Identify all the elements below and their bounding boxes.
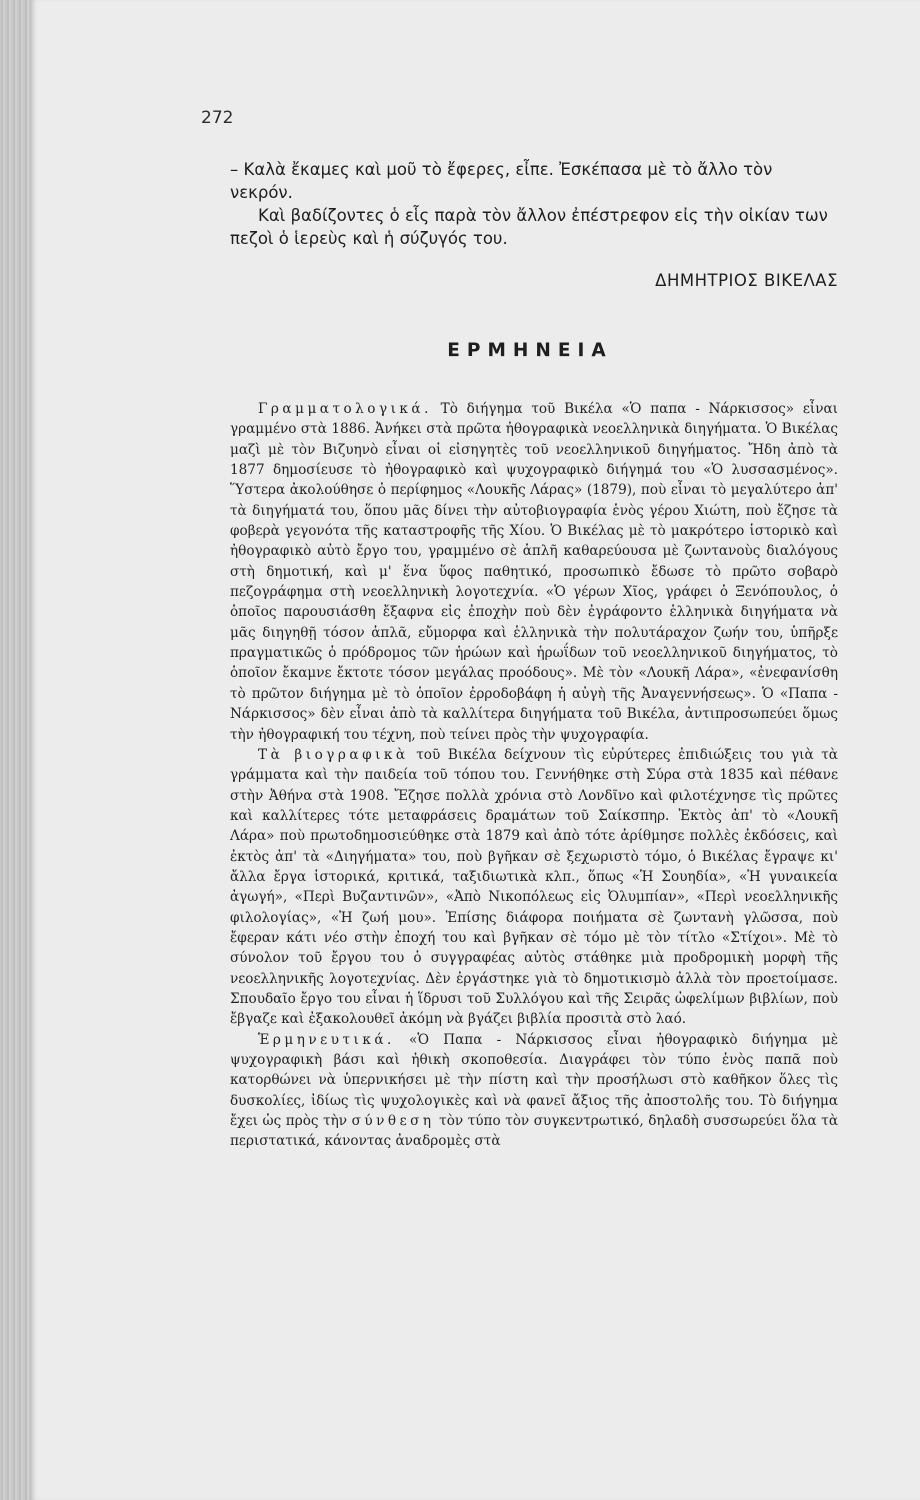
story-ending xyxy=(230,158,840,250)
grammatology-label: Γραμματολογικά. xyxy=(258,401,432,417)
story-line-1: – Καλὰ ἔκαμες καὶ μοῦ τὸ ἔφερες, εἶπε. Ἐσκέπασα μὲ τὸ ἄλλο τὸν νεκρόν. xyxy=(230,160,773,202)
biography-paragraph xyxy=(230,745,838,1030)
grammatology-text: Τὸ διήγημα τοῦ Βικέλα «Ὁ παπα - Νάρκισσος» εἶναι γραμμένο στὰ 1886. Ἀνήκει στὰ πρῶτα ἠθογραφικὰ νεοελληνικὰ διηγήματα. Ὁ Βικέλας μαζὶ μὲ τὸν Βιζυηνὸ εἶναι οἱ εἰσηγητὲς τοῦ νεοελληνικοῦ διηγήματος. Ἤδη ἀπὸ τὰ 1877 δημοσίευσε τὸ ἠθογραφικὸ καὶ ψυχογραφικὸ διήγημά του «Ὁ λυσσασμένος». Ὕστερα ἀκολούθησε ὁ περίφημος «Λουκῆς Λάρας» (1879), ποὺ εἶναι τὸ μεγαλύτερο ἀπ' τὰ διηγήματά του, ὅπου μᾶς δίνει τὴν αὐτοβιογραφία ἑνὸς γέρου Χιώτη, ποὺ ἔζησε τὰ φοβερὰ γεγονότα τῆς καταστροφῆς τῆς Χίου. Ὁ Βικέλας μὲ τὸ μακρότερο ἱστορικὸ καὶ ἠθογραφικὸ αὐτὸ ἔργο του, γραμμένο σὲ ἁπλῆ καθαρεύουσα μὲ ζωντανοὺς διαλόγους στὴ δημοτική, καὶ μ' ἕνα ὕφος παθητικό, προσωπικὸ ἔδωσε τὸ πρῶτο σοβαρὸ πεζογράφημα στὴ νεοελληνικὴ λογοτεχνία. «Ὁ γέρων Χῖος, γράφει ὁ Ξενόπουλος, ὁ ὁποῖος παρουσιάσθη ἔξαφνα εἰς ἐποχὴν ποὺ δὲν ἐγράφοντο ἑλληνικὰ διηγήματα νὰ μᾶς διηγηθῇ τόσον ἁπλᾶ, εὔμορφα καὶ ἑλληνικὰ τὴν πολυτάραχον ζωήν του, ὑπῆρξε πραγματικῶς ὁ πρόδρομος τῶν ἡρώων καὶ ἡρωΐδων τοῦ νεοελληνικοῦ διηγήματος, τὸ ὁποῖον ἔκαμνε ἔκτοτε τόσον μεγάλας προόδους». Μὲ τὸν «Λουκῆ Λάρα», «ἐνεφανίσθη τὸ πρῶτον διήγημα μὲ τὸ ὁποῖον ἐρροδοβάφη ἡ αὐγὴ τῆς Ἀναγεννήσεως». Ὁ «Παπα - Νάρκισσος» δὲν εἶναι ἀπὸ τὰ καλλίτερα διηγήματα τοῦ Βικέλα, ἀντιπροσωπεύει ὅμως τὴν ἠθογραφική του τέχνη, ποὺ τείνει πρὸς τὴν ψυχογραφία. xyxy=(230,401,838,743)
biography-text: τοῦ Βικέλα δείχνουν τὶς εὐρύτερες ἐπιδιώξεις του γιὰ τὰ γράμματα καὶ τὴν παιδεία τοῦ τόπου του. Γεννήθηκε στὴ Σύρα στὰ 1835 καὶ πέθανε στὴν Ἀθήνα στὰ 1908. Ἔζησε πολλὰ χρόνια στὸ Λονδῖνο καὶ φιλοτέχνησε τὶς πρῶτες καὶ καλλίτερες τότε μεταφράσεις δραμάτων τοῦ Σαίκσπηρ. Ἐκτὸς ἀπ' τὸ «Λουκῆ Λάρα» ποὺ πρωτοδημοσιεύθηκε στὰ 1879 καὶ ἀπὸ τότε ἀρίθμησε πολλὲς ἐκδόσεις, καὶ ἐκτὸς ἀπ' τὰ «Διηγήματα» του, ποὺ βγῆκαν σὲ ξεχωριστὸ τόμο, ὁ Βικέλας ἔγραψε κι' ἄλλα ἔργα ἱστορικά, κριτικά, ταξιδιωτικὰ κλπ., ὅπως «Ἡ Σουηδία», «Ἡ γυναικεία ἀγωγή», «Περὶ Βυζαντινῶν», «Ἀπὸ Νικοπόλεως εἰς Ὀλυμπίαν», «Περὶ νεοελληνικῆς φιλολογίας», «Ἡ ζωή μου». Ἐπίσης διάφορα ποιήματα σὲ ζωντανὴ γλῶσσα, ποὺ ἔφεραν κάτι νέο στὴν ἐποχή του καὶ βγῆκαν σὲ τόμο μὲ τὸν τίτλο «Στίχοι». Μὲ τὸ σύνολον τοῦ ἔργου του ὁ συγγραφέας αὐτὸς στάθηκε μιὰ προδρομικὴ μορφὴ τῆς νεοελληνικῆς λογοτεχνίας. Δὲν ἐργάστηκε γιὰ τὸ δημοτικισμὸ ἀλλὰ τὸν προετοίμασε. Σπουδαῖο ἔργο του εἶναι ἡ ἵδρυσι τοῦ Συλλόγου καὶ τῆς Σειρᾶς ὠφελίμων βιβλίων, ποὺ ἔβγαζε καὶ ἐξακολουθεῖ ἀκόμη νὰ βγάζει βιβλία προσιτὰ στὸ λαό. xyxy=(230,746,838,1028)
interpretation-text: «Ὁ Παπα - Νάρκισσος εἶναι ἠθογραφικὸ διήγημα μὲ ψυχογραφικὴ βάσι καὶ ἠθικὴ σκοποθεσία. Διαγράφει τὸν τύπο ἑνὸς παπᾶ ποὺ κατορθώνει νὰ ὑπερνικήσει μὲ τὴν πίστη καὶ τὴν προσήλωσι στὸ καθῆκον ὅλες τὶς δυσκολίες, ἰδίως τὶς ψυχολογικὲς καὶ νὰ φανεῖ ἄξιος τῆς ἀποστολῆς του. Τὸ διήγημα ἔχει ὡς πρὸς τὴν xyxy=(230,1031,838,1130)
page-stack-edge xyxy=(0,0,30,1500)
interpretation-paragraph xyxy=(230,1030,838,1152)
grammatology-paragraph xyxy=(230,399,838,745)
author-signature: ΔΗΜΗΤΡΙΟΣ ΒΙΚΕΛΑΣ xyxy=(655,271,838,290)
interpretation-spaced-word: σύνθεση xyxy=(351,1113,435,1130)
interpretation-label: Ἑρμηνευτικά. xyxy=(258,1031,395,1048)
biography-label: Τὰ βιογραφικὰ xyxy=(258,746,409,763)
section-title: ΕΡΜΗΝΕΙΑ xyxy=(447,340,613,361)
interpretation-text-end: τὸν τύπο τὸν συγκεντρωτικό, δηλαδὴ συσσωρεύει ὅλα τὰ περιστατικά, κάνοντας ἀναδρομὲς στὰ xyxy=(230,1113,839,1150)
story-line-2: Καὶ βαδίζοντες ὁ εἷς παρὰ τὸν ἄλλον ἐπέστρεφον εἰς τὴν οἰκίαν των πεζοὶ ὁ ἱερεὺς καὶ ἡ σύζυγός του. xyxy=(230,206,828,248)
page-number: 272 xyxy=(201,108,234,128)
commentary xyxy=(230,399,838,1152)
